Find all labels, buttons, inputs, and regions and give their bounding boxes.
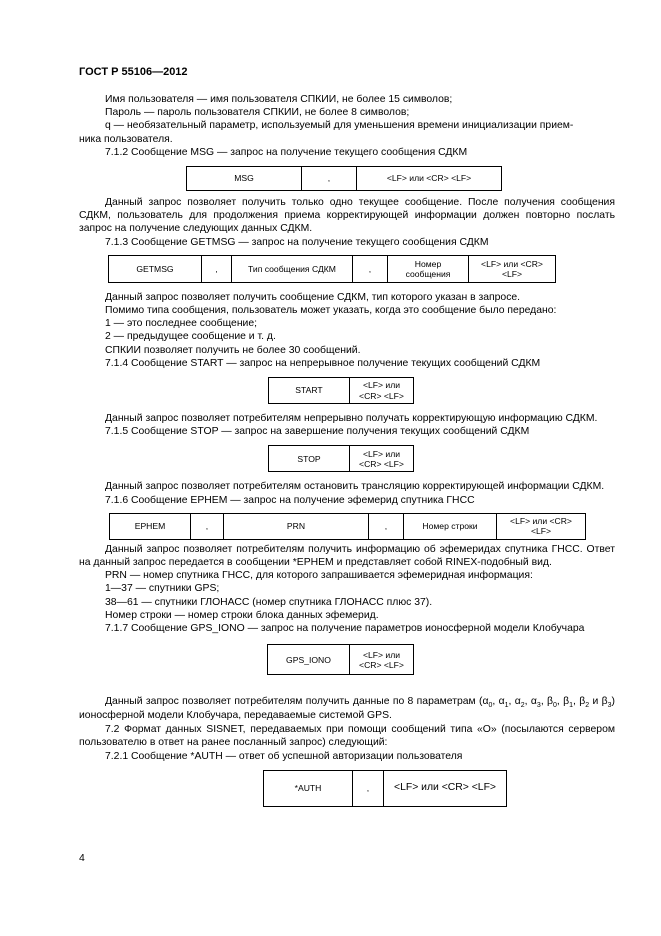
cell-comma: , [353,770,384,806]
cell-comma: , [302,167,357,191]
prn-gps-range: 1—37 — спутники GPS; [105,583,220,595]
getmsg-option-1: 1 — это последнее сообщение; [105,318,258,330]
page-content [79,93,615,807]
cell-line-number: Номер строки [404,513,497,539]
ephem-description: Данный запрос позволяет потребителям получить информацию об эфемеридах спутника ГНСС. Ответ на данный запрос передается в сообщении *EPHEM и представляет собой RINEX-подобный вид. [79,543,615,569]
cell-terminator: <LF> или <CR> <LF> [497,513,586,539]
cell-message-type: Тип сообщения СДКМ [232,255,353,282]
ephem-format-table [109,513,586,540]
cell-stop: STOP [269,446,350,472]
stop-format-table [268,445,414,472]
getmsg-option-2: 2 — предыдущее сообщение и т. д. [105,331,276,343]
gps-iono-format-table [267,644,414,675]
cell-comma: , [369,513,404,539]
cell-terminator: <LF> или <CR> <LF> [384,770,507,806]
cell-terminator: <LF> или <CR> <LF> [350,645,414,675]
prn-definition: PRN — номер спутника ГНСС, для которого запрашивается эфемеридная информация: [105,570,533,582]
getmsg-description: Данный запрос позволяет получить сообщение СДКМ, тип которого указан в запросе. [105,291,521,303]
auth-format-table [263,770,507,807]
text-q-param-cont: ника пользователя. [79,133,173,145]
stop-description: Данный запрос позволяет потребителям остановить трансляцию корректирующей информации СДКМ. [105,481,605,493]
cell-comma: , [191,513,224,539]
section-7-1-6: 7.1.6 Сообщение EPHEM — запрос на получение эфемерид спутника ГНСС [105,494,475,506]
gps-iono-description: Данный запрос позволяет потребителям получить данные по 8 параметрам ($\alpha_0$, $\alpha_1$, $\alpha_2$, $\alpha_3$, $\beta_0$, $\beta_1$, $\beta_2$ и $\beta_3$) ионосферной модели Клобучара, передаваемые системой GPS. [79,696,615,722]
cell-terminator: <LF> или <CR> <LF> [469,255,556,282]
page-number: 4 [79,853,85,864]
cell-msg: MSG [187,167,302,191]
section-7-2: 7.2 Формат данных SISNET, передаваемых при помощи сообщений типа «O» (посылаются сервером пользователю в ответ на ранее посланный запрос) следующий: [79,724,615,749]
cell-prn: PRN [224,513,369,539]
text-q-param: q — необязательный параметр, используемый для уменьшения времени инициализации прием- [105,120,574,132]
line-number-definition: Номер строки — номер строки блока данных эфемерид. [105,609,379,621]
msg-format-table [186,166,502,191]
document-header: ГОСТ Р 55106—2012 [79,66,188,78]
cell-getmsg: GETMSG [109,255,202,282]
getmsg-format-table [108,255,556,283]
section-7-1-7: 7.1.7 Сообщение GPS_IONO — запрос на получение параметров ионосферной модели Клобучара [105,623,585,635]
section-7-2-1: 7.2.1 Сообщение *AUTH — ответ об успешной авторизации пользователя [105,750,463,762]
cell-comma: , [202,255,232,282]
section-7-1-5: 7.1.5 Сообщение STOP — запрос на завершение получения текущих сообщений СДКМ [105,426,530,438]
section-7-1-4: 7.1.4 Сообщение START — запрос на непрерывное получение текущих сообщений СДКМ [105,357,541,369]
cell-gps-iono: GPS_IONO [268,645,350,675]
cell-message-number: Номер сообщения [388,255,469,282]
section-7-1-3: 7.1.3 Сообщение GETMSG — запрос на получение текущего сообщения СДКМ [105,236,489,248]
prn-glonass-range: 38—61 — спутники ГЛОНАСС (номер спутника ГЛОНАСС плюс 37). [105,596,433,608]
cell-terminator: <LF> или <CR> <LF> [350,446,414,472]
getmsg-when: Помимо типа сообщения, пользователь может указать, когда это сообщение было передано: [105,305,557,317]
cell-terminator: <LF> или <CR> <LF> [350,378,414,404]
cell-auth: *AUTH [264,770,353,806]
start-format-table [268,377,414,404]
cell-terminator: <LF> или <CR> <LF> [357,167,502,191]
text-user: Имя пользователя — имя пользователя СПКИИ, не более 15 символов; [105,94,453,105]
msg-description: Данный запрос позволяет получить только одно текущее сообщение. После получения сообщения СДКМ, пользователь для продолжения приема корректирующей информации должен повторно послать запрос на получение следующих данных СДКМ. [79,197,615,235]
getmsg-limit: СПКИИ позволяет получить не более 30 сообщений. [105,344,361,356]
section-7-1-2: 7.1.2 Сообщение MSG — запрос на получение текущего сообщения СДКМ [105,146,468,158]
cell-comma: , [353,255,388,282]
cell-ephem: EPHEM [110,513,191,539]
cell-start: START [269,378,350,404]
text-password: Пароль — пароль пользователя СПКИИ, не более 8 символов; [105,107,410,119]
start-description: Данный запрос позволяет потребителям непрерывно получать корректирующую информацию СДКМ. [105,413,598,425]
